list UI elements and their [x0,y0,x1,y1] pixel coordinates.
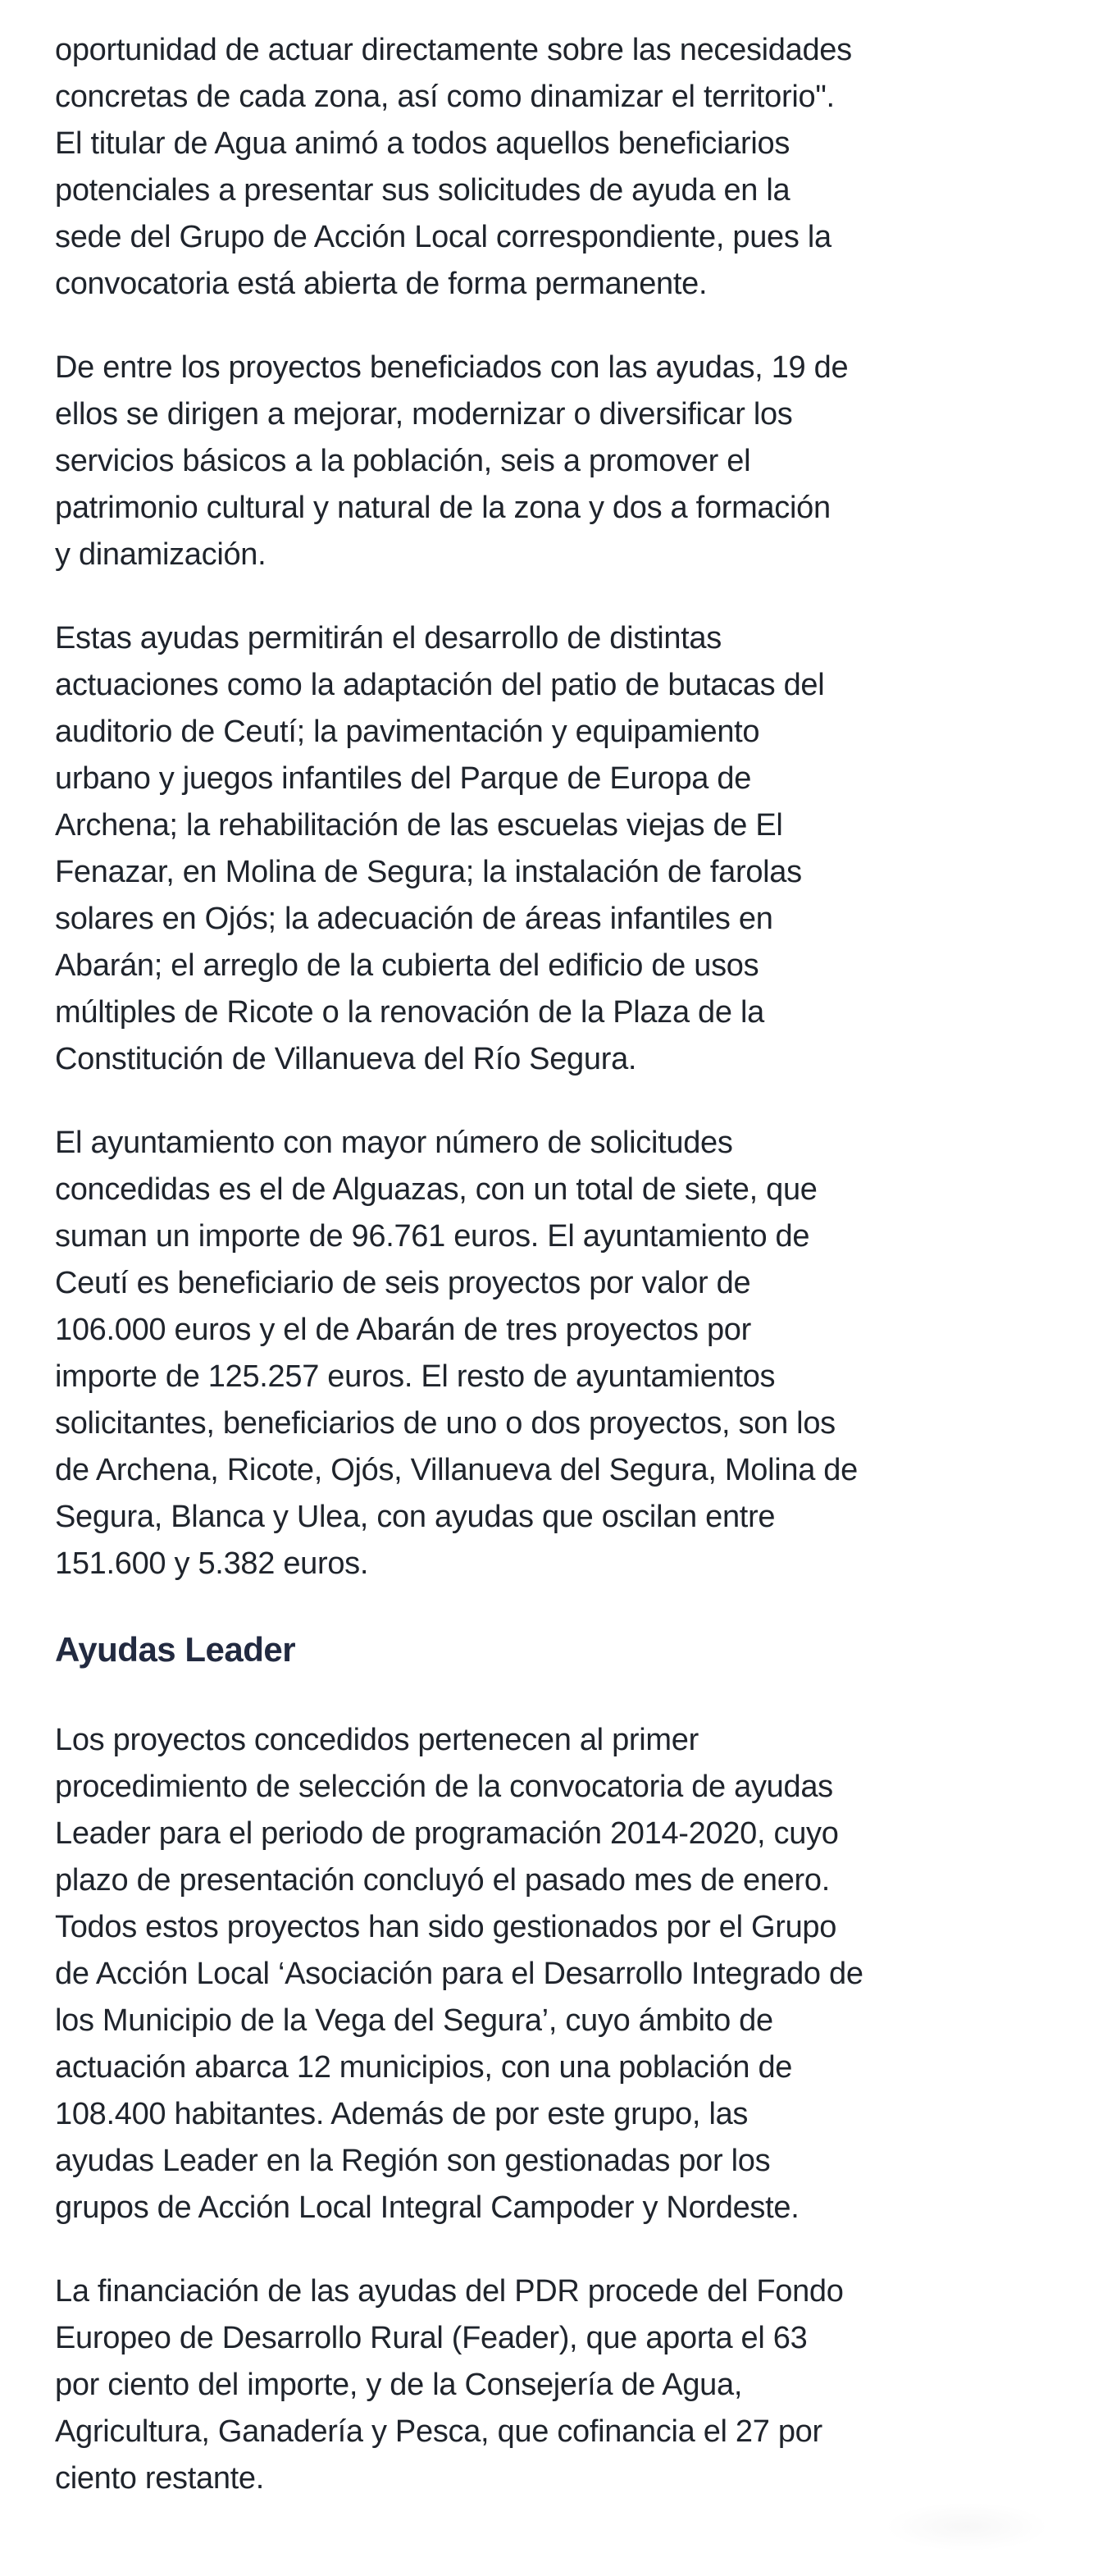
text-line: actuación abarca 12 municipios, con una población de [55,2050,793,2085]
text-line: ciento restante. [55,2461,265,2496]
paragraph [55,27,1049,308]
text-line: importe de 125.257 euros. El resto de ayuntamientos [55,1359,776,1394]
text-line: Abarán; el arreglo de la cubierta del edificio de usos [55,948,759,983]
text-line: solicitantes, beneficiarios de uno o dos proyectos, son los [55,1406,836,1441]
text-line: procedimiento de selección de la convocatoria de ayudas [55,1770,833,1804]
text-line: 108.400 habitantes. Además de por este grupo, las [55,2097,749,2131]
text-line: Fenazar, en Molina de Segura; la instalación de farolas [55,855,802,889]
text-line: concretas de cada zona, así como dinamizar el territorio". [55,80,835,114]
text-line: Ceutí es beneficiario de seis proyectos por valor de [55,1266,751,1300]
paragraph [55,615,1049,1083]
paragraph [55,2268,1049,2502]
text-line: suman un importe de 96.761 euros. El ayuntamiento de [55,1219,810,1254]
text-line: de Acción Local ‘Asociación para el Desarrollo Integrado de [55,1957,863,1991]
text-line: Archena; la rehabilitación de las escuelas viejas de El [55,808,783,843]
text-line: de Archena, Ricote, Ojós, Villanueva del Segura, Molina de [55,1453,858,1487]
text-line: Segura, Blanca y Ulea, con ayudas que oscilan entre [55,1500,776,1534]
text-line: 151.600 y 5.382 euros. [55,1546,369,1581]
paragraph [55,1120,1049,1587]
text-line: plazo de presentación concluyó el pasado mes de enero. [55,1863,830,1898]
text-line: los Municipio de la Vega del Segura’, cuyo ámbito de [55,2003,773,2038]
paragraph [55,345,1049,578]
text-line: y dinamización. [55,537,267,572]
text-line: ellos se dirigen a mejorar, modernizar o diversificar los [55,397,793,432]
text-line: Estas ayudas permitirán el desarrollo de distintas [55,621,722,655]
text-line: auditorio de Ceutí; la pavimentación y equipamiento [55,715,760,749]
text-line: Todos estos proyectos han sido gestionados por el Grupo [55,1910,837,1944]
paragraph [55,1717,1049,2231]
scan-artifact [885,2502,1049,2551]
text-line: solares en Ojós; la adecuación de áreas infantiles en [55,902,773,936]
text-line: convocatoria está abierta de forma permanente. [55,267,708,301]
text-line: concedidas es el de Alguazas, con un total de siete, que [55,1172,818,1207]
text-line: sede del Grupo de Acción Local correspondiente, pues la [55,220,831,254]
text-line: patrimonio cultural y natural de la zona y dos a formación [55,491,831,525]
text-line: Constitución de Villanueva del Río Segura. [55,1042,637,1076]
text-line: Europeo de Desarrollo Rural (Feader), que aporta el 63 [55,2321,808,2355]
text-line: por ciento del importe, y de la Consejería de Agua, [55,2368,743,2402]
section-heading: Ayudas Leader [55,1630,296,1669]
text-line: Leader para el periodo de programación 2014-2020, cuyo [55,1816,839,1851]
text-line: oportunidad de actuar directamente sobre las necesidades [55,33,852,67]
text-line: múltiples de Ricote o la renovación de la Plaza de la [55,995,764,1030]
text-line: Los proyectos concedidos pertenecen al primer [55,1723,699,1757]
text-line: grupos de Acción Local Integral Campoder y Nordeste. [55,2190,800,2225]
text-line: actuaciones como la adaptación del patio de butacas del [55,668,825,702]
text-line: 106.000 euros y el de Abarán de tres proyectos por [55,1313,751,1347]
text-line: Agricultura, Ganadería y Pesca, que cofinancia el 27 por [55,2414,822,2449]
text-line: urbano y juegos infantiles del Parque de Europa de [55,761,752,796]
text-line: ayudas Leader en la Región son gestionadas por los [55,2144,771,2178]
text-line: De entre los proyectos beneficiados con las ayudas, 19 de [55,350,849,385]
text-line: La financiación de las ayudas del PDR procede del Fondo [55,2274,844,2309]
text-line: potenciales a presentar sus solicitudes de ayuda en la [55,173,790,208]
text-line: servicios básicos a la población, seis a promover el [55,444,751,478]
text-line: El titular de Agua animó a todos aquellos beneficiarios [55,126,790,161]
text-line: El ayuntamiento con mayor número de solicitudes [55,1126,733,1160]
